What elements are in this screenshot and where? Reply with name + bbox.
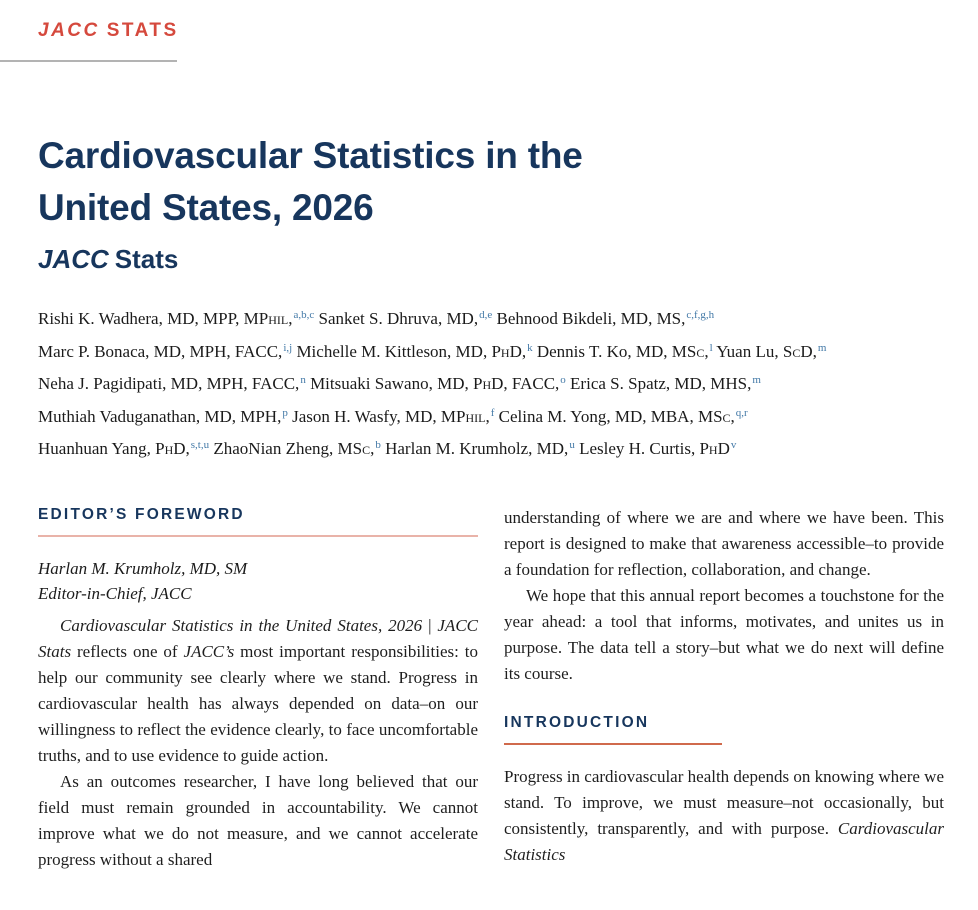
text-segment: v [730, 439, 737, 451]
text-segment: l [709, 341, 713, 354]
introduction-paragraphs [504, 764, 944, 868]
author-list [38, 304, 948, 467]
text-segment: reflects one of [71, 641, 184, 661]
text-segment: D, FACC, [491, 374, 560, 393]
text-segment: k [527, 341, 533, 354]
byline-name: Harlan M. Krumholz, MD, SM [38, 558, 248, 578]
paragraph [504, 583, 944, 687]
text-segment: Harlan M. Krumholz, MD, [380, 439, 569, 458]
text-segment: Mitsuaki Sawano, MD, P [305, 374, 483, 393]
text-segment: c [696, 341, 705, 361]
text-segment: We hope that this annual report becomes a touchstone for the year ahead: a tool that informs, motivates, and unites us in purpose. The data tell a story–but what we do next will define its course. [504, 586, 944, 683]
byline-role: Editor-in-Chief, JACC [38, 584, 192, 603]
text-segment: m [817, 341, 827, 354]
text-segment: Huanhuan Yang, P [38, 439, 165, 458]
text-segment: Marc P. Bonaca, MD, MPH, FACC, [38, 341, 283, 361]
text-segment: JACC’s [183, 641, 235, 661]
editors-foreword-heading-rule [38, 535, 478, 537]
text-segment: h [708, 439, 718, 458]
text-segment: , [704, 341, 709, 361]
text-segment: Muthiah Vaduganathan, MD, MPH, [38, 406, 282, 426]
text-segment: D [717, 439, 730, 458]
text-segment: understanding of where we are and where we have been. This report is designed to make that awareness accessible–to provide a foundation for reflection, collaboration, and change. [504, 508, 944, 579]
text-segment: c,f,g,h [686, 309, 715, 321]
text-segment: , [730, 406, 735, 426]
text-segment: n [300, 374, 306, 386]
text-segment: , [485, 406, 490, 426]
text-segment: p [282, 406, 288, 419]
paragraph [38, 769, 478, 873]
text-segment: As an outcomes researcher, I have long believed that our field must remain grounded in accountability. We cannot improve what we do not measure, and we cannot accelerate progress without a shared [38, 771, 478, 869]
text-segment: h [500, 341, 510, 361]
left-column [38, 505, 478, 873]
text-segment: | [422, 615, 438, 635]
paragraph [38, 613, 478, 769]
text-segment: hil [465, 406, 486, 426]
introduction-heading-rule [504, 743, 722, 745]
title-block [38, 130, 938, 275]
introduction-heading: INTRODUCTION [504, 714, 650, 731]
text-segment: hil [268, 309, 289, 328]
text-segment: Cardiovascular Statistics [504, 819, 944, 864]
subtitle-rest: Stats [114, 244, 179, 274]
text-segment: Michelle M. Kittleson, MD, P [292, 341, 501, 361]
masthead-divider [0, 60, 177, 62]
text-segment: most important responsibilities: to help our community see clearly where we stand. Progress in cardiovascular health has always depended on data–on our willingness to reflect the evidence clearly, to face uncomfortable truths, and to use evidence to guide action. [38, 641, 479, 765]
text-segment: i,j [283, 341, 293, 354]
text-segment: D, [800, 341, 817, 361]
title-line-1: Cardiovascular Statistics in the [38, 135, 583, 176]
text-segment: , [370, 439, 375, 458]
text-segment: o [560, 374, 566, 386]
text-segment: Progress in cardiovascular health depends on knowing where we stand. To improve, we must measure–not occasionally, but consistently, transparently, and with purpose. [504, 767, 944, 838]
author-line [38, 402, 948, 435]
foreword-continued-paragraphs [504, 505, 944, 687]
text-segment: , [288, 309, 293, 328]
paragraph [504, 764, 944, 868]
text-segment: Sanket S. Dhruva, MD, [314, 309, 479, 328]
author-line [38, 434, 948, 467]
text-segment: d,e [479, 309, 493, 321]
text-segment: h [164, 439, 174, 458]
masthead-section-label: STATS [106, 20, 179, 41]
text-segment: u [569, 439, 575, 451]
text-segment: b [375, 439, 381, 451]
text-segment: Behnood Bikdeli, MD, MS, [492, 309, 686, 328]
right-column [504, 505, 944, 873]
text-segment: Celina M. Yong, MD, MBA, MS [494, 406, 723, 426]
journal-brand-label: JACC [38, 20, 100, 41]
text-segment: Rishi K. Wadhera, MD, MPP, MP [38, 309, 269, 328]
article-body [38, 505, 944, 873]
foreword-paragraphs [38, 613, 478, 873]
author-line [38, 304, 948, 337]
text-segment: c [722, 406, 731, 426]
text-segment: D, [509, 341, 527, 361]
text-segment: JACC Stats [38, 615, 478, 661]
text-segment: m [752, 374, 761, 386]
author-line [38, 369, 948, 402]
editors-foreword-heading: EDITOR’S FOREWORD [38, 506, 245, 523]
title-line-2: United States, 2026 [38, 187, 374, 228]
text-segment: c [792, 341, 801, 361]
article-subtitle [38, 243, 938, 275]
text-segment: h [482, 374, 492, 393]
text-segment: a,b,c [293, 309, 315, 321]
text-segment: Neha J. Pagidipati, MD, MPH, FACC, [38, 374, 300, 393]
text-segment: Erica S. Spatz, MD, MHS, [565, 374, 752, 393]
text-segment: q,r [735, 406, 748, 419]
paragraph [504, 505, 944, 583]
text-segment: Dennis T. Ko, MD, MS [532, 341, 697, 361]
text-segment: s,t,u [190, 439, 210, 451]
text-segment: Jason H. Wasfy, MD, MP [287, 406, 466, 426]
text-segment: f [490, 406, 495, 419]
text-segment: c [362, 439, 371, 458]
journal-masthead [38, 20, 179, 42]
text-segment: Cardiovascular Statistics in the United States, 2026 [60, 615, 423, 635]
text-segment: Yuan Lu, S [712, 341, 793, 361]
article-title [38, 130, 938, 234]
text-segment: Lesley H. Curtis, P [574, 439, 709, 458]
subtitle-brand: JACC [38, 244, 109, 274]
text-segment: ZhaoNian Zheng, MS [209, 439, 363, 458]
text-segment: D, [173, 439, 190, 458]
author-line [38, 337, 948, 370]
